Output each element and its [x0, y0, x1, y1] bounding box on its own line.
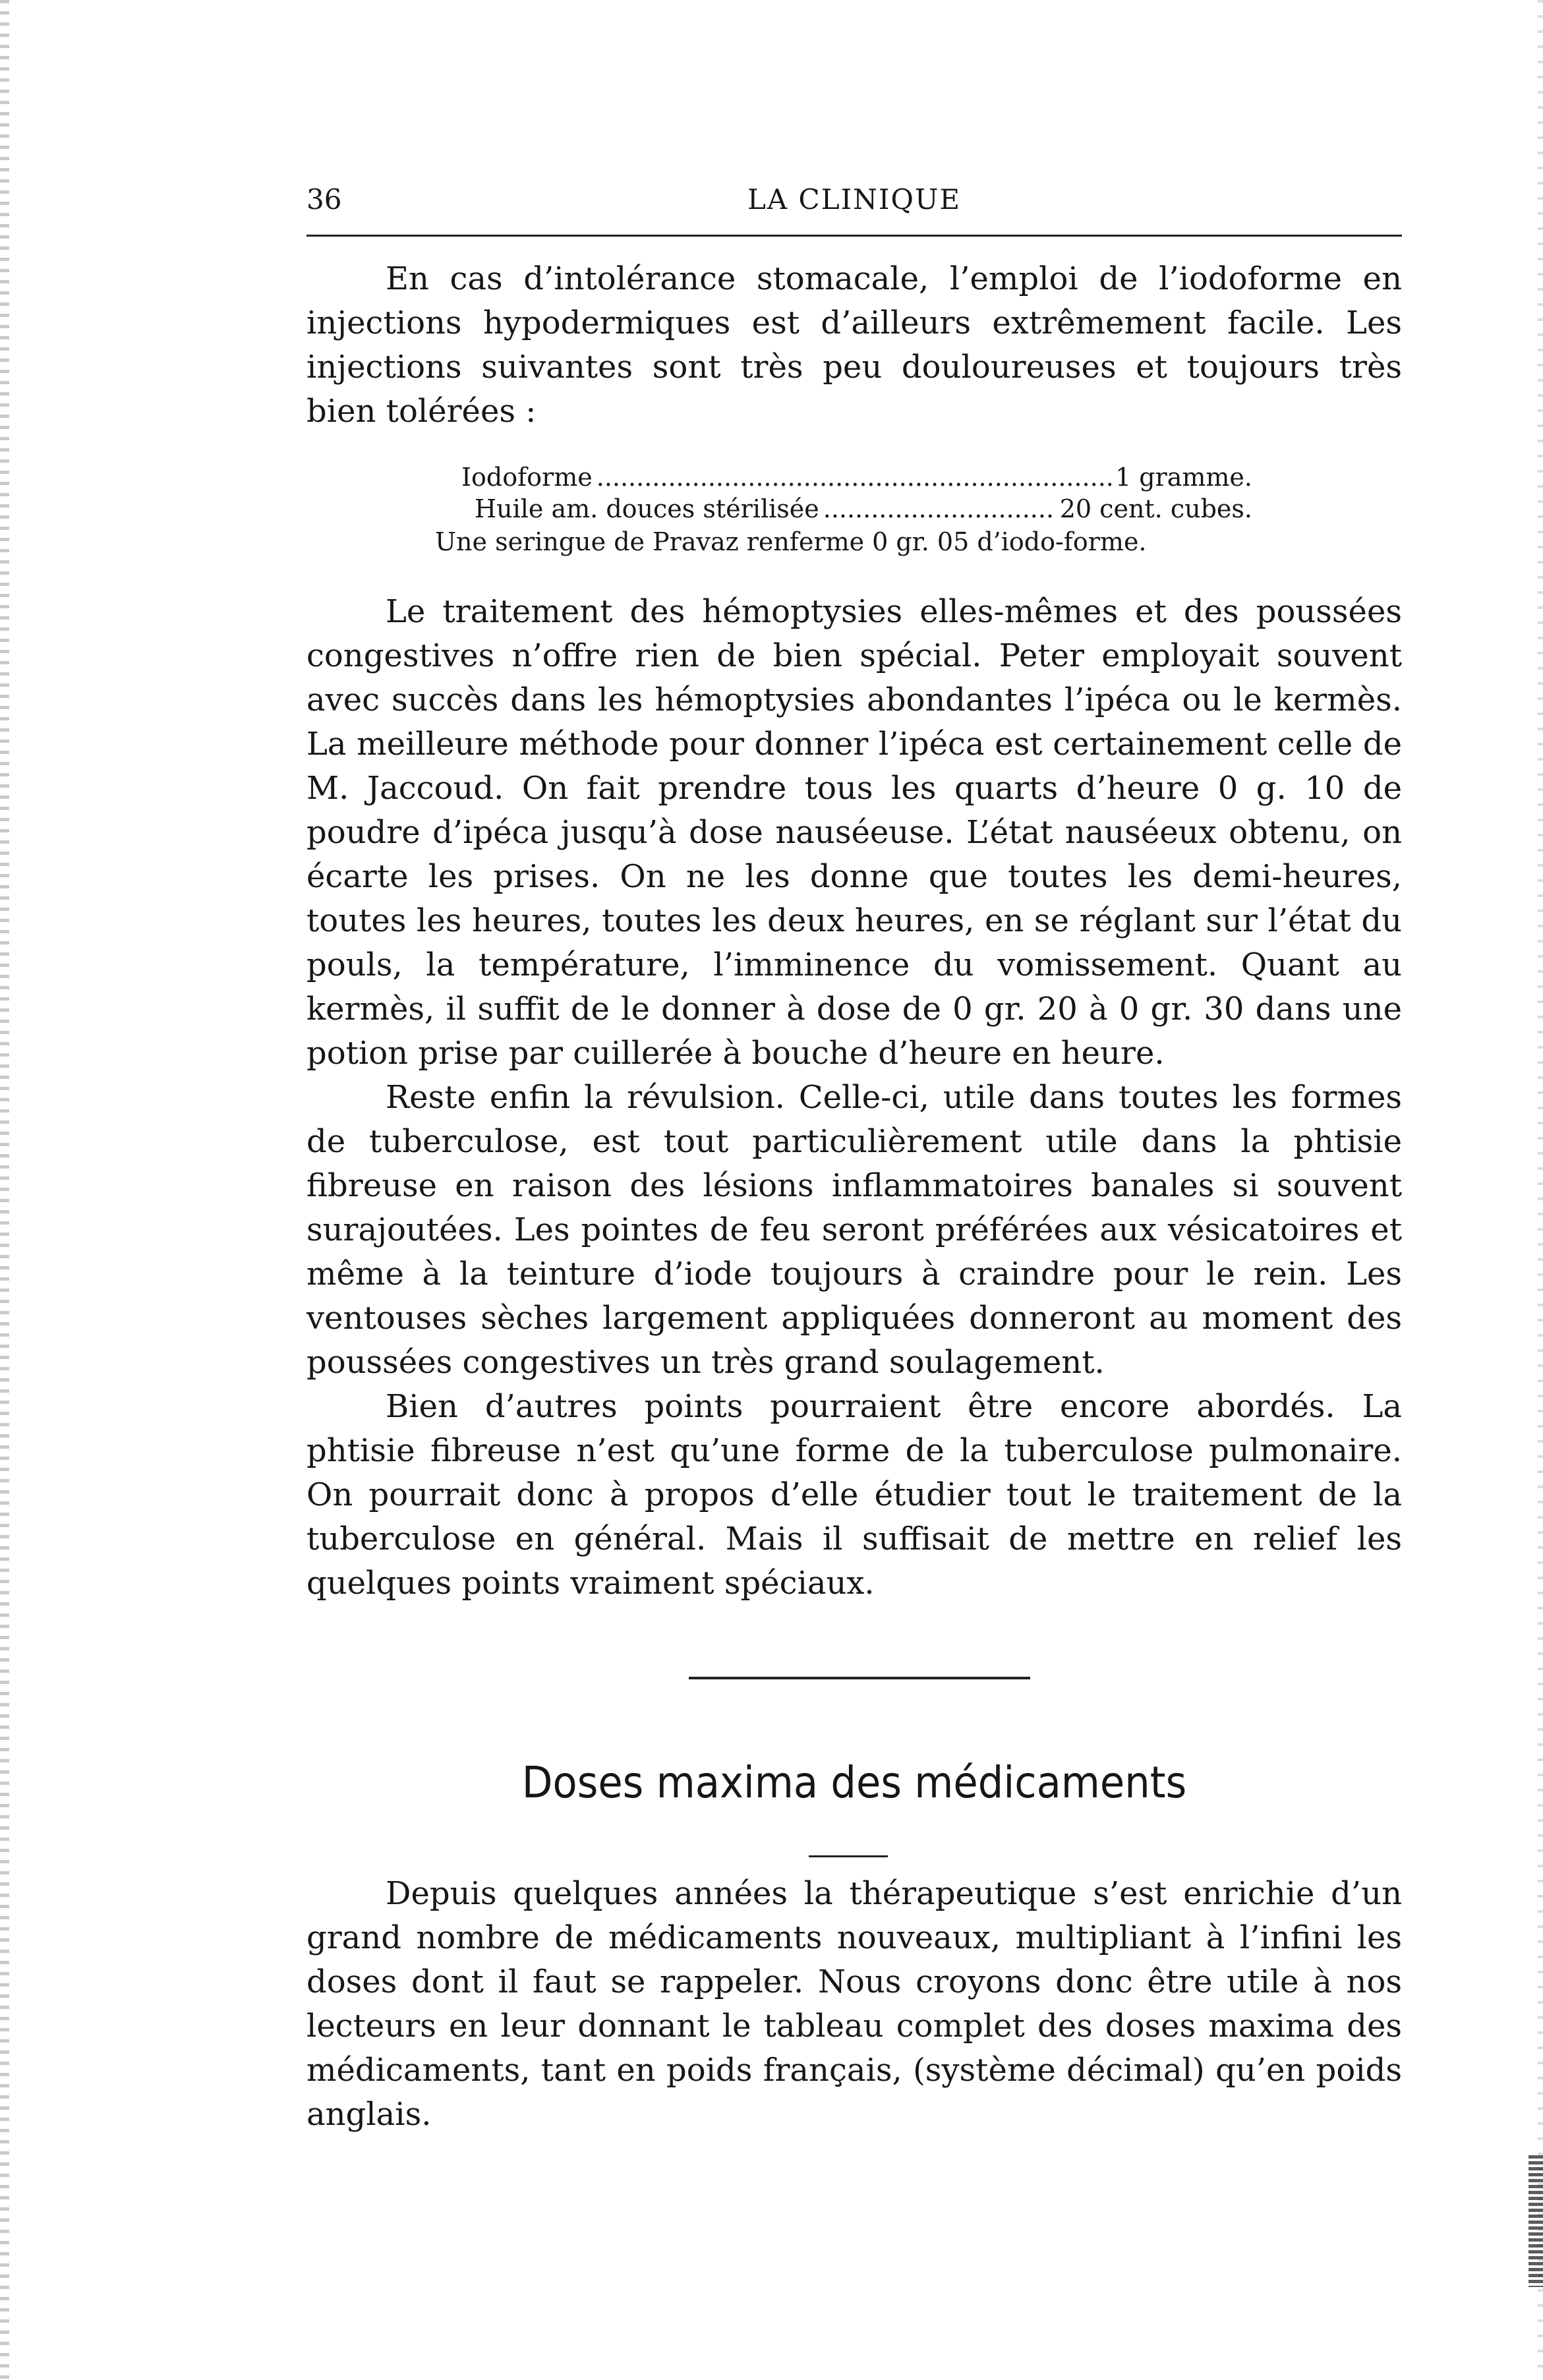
intro-paragraph: En cas d’intolérance stomacale, l’emploi de l’iodoforme en injections hypodermiques est d’ailleurs extrêmement facile. Les injections suivantes sont très peu douloureuses et toujours très bien tolérées :: [306, 260, 1402, 430]
formula-note: Une seringue de Pravaz renferme 0 gr. 05 d’iodo-forme.: [435, 527, 1147, 556]
main-text: [306, 590, 1402, 1606]
leader-dots: [823, 493, 1056, 525]
page-header: [306, 177, 1402, 223]
section-text: [306, 1872, 1402, 2137]
leader-dots: [597, 461, 1111, 493]
binding-edge-left: [0, 0, 9, 2380]
paragraph-conclusion: Bien d’autres points pourraient être encore abordés. La phtisie fibreuse n’est qu’une forme de la tuberculose pulmonaire. On pourrait donc à propos d’elle étudier tout le traitement de la tuberculose en général. Mais il suffisait de mettre en relief les quelques points vraiment spéciaux.: [306, 1388, 1402, 1602]
header-rule: [306, 235, 1402, 237]
formula-amount: 20 cent. cubes.: [1059, 494, 1252, 523]
intro-text: [306, 257, 1402, 434]
formula-row-huile: [461, 493, 1252, 525]
formula-ingredient: Iodoforme: [461, 463, 593, 492]
page-edge-right-mark: [1528, 2155, 1543, 2287]
paragraph-revulsion: Reste enfin la révulsion. Celle-ci, utile dans toutes les formes de tuberculose, est tout particulièrement utile dans la phtisie fibreuse en raison des lésions inflammatoires banales si souvent surajoutées. Les pointes de feu seront préférées aux vésicatoires et même à la teinture d’iode toujours à craindre pour le rein. Les ventouses sèches largement appliquées donneront au moment des poussées congestives un très grand soulagement.: [306, 1079, 1402, 1381]
formula-amount: 1 gramme.: [1115, 463, 1252, 492]
page-number: 36: [306, 183, 342, 216]
paragraph-hemoptysies: Le traitement des hémoptysies elles-mêmes et des poussées congestives n’offre rien de bien spécial. Peter employait souvent avec succès dans les hémoptysies abondantes l’ipéca ou le kermès. La meilleure méthode pour donner l’ipéca est certainement celle de M. Jaccoud. On fait prendre tous les quarts d’heure 0 g. 10 de poudre d’ipéca jusqu’à dose nauséeuse. L’état nauséeux obtenu, on écarte les prises. On ne les donne que toutes les demi-heures, toutes les heures, toutes les deux heures, en se réglant sur l’état du pouls, la température, l’imminence du vomissement. Quant au kermès, il suffit de le donner à dose de 0 gr. 20 à 0 gr. 30 dans une potion prise par cuillerée à bouche d’heure en heure.: [306, 593, 1402, 1072]
section-paragraph: Depuis quelques années la thérapeutique s’est enrichie d’un grand nombre de médicaments nouveaux, multipliant à l’infini les doses dont il faut se rappeler. Nous croyons donc être utile à nos lecteurs en leur donnant le tableau complet des doses maxima des médicaments, tant en poids français, (système décimal) qu’en poids anglais.: [306, 1875, 1402, 2133]
formula-ingredient: Huile am. douces stérilisée: [475, 494, 819, 523]
running-head: LA CLINIQUE: [747, 183, 962, 216]
prescription-formula: [435, 461, 1292, 558]
formula-row-iodoforme: [461, 461, 1252, 493]
page-edge-right: [1538, 0, 1543, 2380]
section-title-rule: [809, 1855, 888, 1857]
section-title: Doses maxima des médicaments: [521, 1757, 1187, 1808]
section-divider: [689, 1677, 1030, 1679]
